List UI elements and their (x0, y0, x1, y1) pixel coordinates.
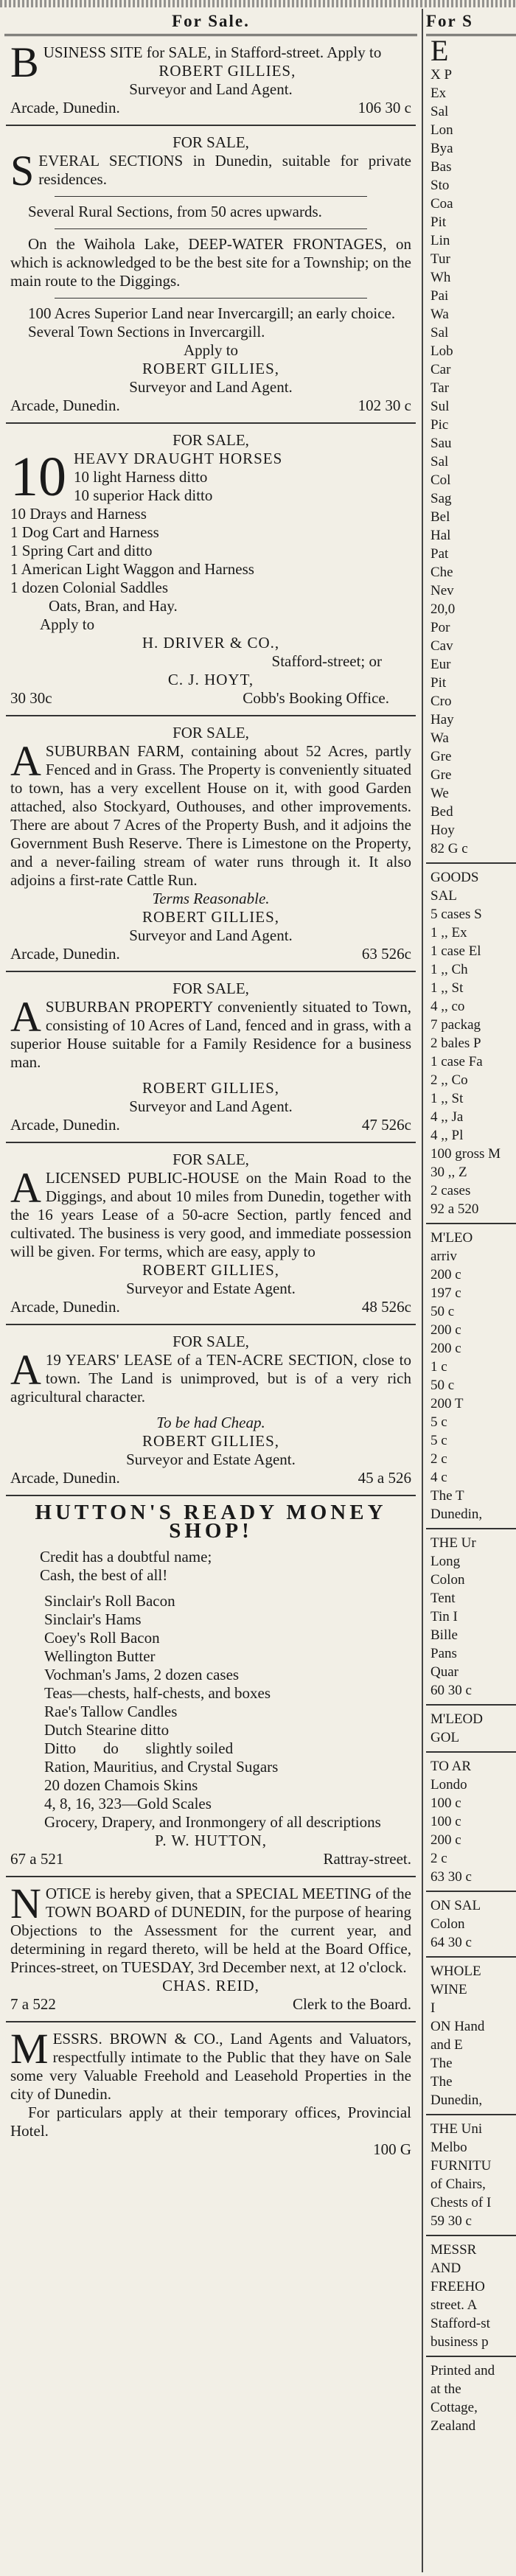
side-line: Tin I (430, 1609, 458, 1624)
side-code: 64 30 c (430, 1935, 472, 1950)
side-line: Colon (430, 1572, 465, 1588)
divider (426, 2235, 516, 2236)
list-item: 4, 8, 16, 323—Gold Scales (44, 1795, 212, 1812)
column-title: For Sale. (172, 12, 250, 30)
side-line: 1 ,, Ex (430, 925, 467, 940)
side-ad-furniture (426, 2120, 516, 2212)
side-code: 63 30 c (430, 1869, 472, 1885)
ad-footer (10, 689, 411, 708)
side-line: 5 c (430, 1414, 447, 1430)
ad-text: LICENSED PUBLIC-HOUSE on the Main Road to the Diggings, and about 10 miles from Dunedin, together with the 16 years Lease of a 50-acre Section, partly fenced and cultivated. The business is very good, and immediate possession will be given. For terms, which are easy, apply to (10, 1169, 411, 1260)
ad-town-board (6, 1877, 416, 2022)
side-line: M'LEO (430, 1230, 473, 1246)
ad-text: SUBURBAN PROPERTY conveniently situated to Town, consisting of 10 Acres of Land, fenced and in grass, with a superior House suitable for a Family Residence for a business man. (10, 998, 411, 1071)
side-line: Zealand (430, 2418, 476, 2434)
side-line: 4 ,, Pl (430, 1128, 464, 1143)
side-line: Wh (430, 270, 451, 285)
side-line: MESSR (430, 2242, 477, 2258)
list-item: Ditto do slightly soiled (44, 1739, 234, 1757)
side-ad-imports (426, 36, 516, 692)
side-line: 1 case Fa (430, 1054, 483, 1069)
side-line: Sul (430, 399, 450, 414)
ad-location: Rattray-street. (323, 1850, 411, 1868)
drop-cap: A (10, 993, 41, 1041)
side-ad-the-un (426, 1534, 516, 1681)
side-line: WHOLE (430, 1964, 481, 1979)
ad-code: 106 30 c (358, 99, 411, 116)
ad-hutton-shop (6, 1496, 416, 1877)
side-code: Dunedin, (430, 1507, 483, 1522)
ad-text-invercargill: 100 Acres Superior Land near Invercargill; an early choice. (28, 304, 396, 322)
list-item: 1 Spring Cart and ditto (10, 542, 153, 559)
list-item: Grocery, Drapery, and Ironmongery of all descriptions (44, 1813, 381, 1831)
side-line: Dunedin, (430, 2092, 483, 2108)
ad-text: EVERAL SECTIONS in Dunedin, suitable for private residences. (38, 152, 411, 188)
side-line: Sal (430, 104, 449, 119)
side-line: 200 T (430, 1396, 464, 1411)
side-line: The (430, 2056, 453, 2071)
ad-terms: Terms Reasonable. (152, 890, 270, 907)
agent-address: Cobb's Booking Office. (243, 689, 389, 707)
drop-cap: B (10, 38, 39, 86)
side-column-title: For S (426, 12, 473, 30)
side-line: 100 c (430, 1795, 461, 1811)
ad-text: SUBURBAN FARM, containing about 52 Acres, partly Fenced and in Grass. The Property is conveniently situated to town, has a very excellent House on it, with good Garden attached, also Stockyard, Outhouses, and other improvements. There are about 7 Acres of the Property Bush, and it adjoins the Government Bush Reserve. There is Limestone on the Property, and a never-failing stream of water runs through it. It also adjoins a first-rate Cattle Run. (10, 742, 411, 889)
side-line: Pit (430, 214, 447, 230)
side-line: Bel (430, 509, 450, 525)
side-line: Tar (430, 380, 450, 396)
side-line: Ex (430, 85, 447, 101)
ad-code: 45 a 526 (358, 1469, 411, 1487)
side-line: SAL (430, 888, 457, 904)
side-code: 92 a 520 (430, 1201, 479, 1217)
side-line: 4 ,, Ja (430, 1109, 464, 1125)
ad-code: 102 30 c (358, 397, 411, 414)
side-line: Bed (430, 804, 453, 820)
list-item: Sinclair's Hams (44, 1610, 142, 1628)
divider (426, 1751, 516, 1753)
side-line: The T (430, 1488, 464, 1504)
column-rule (422, 9, 423, 2572)
side-ad-mleod-gold (426, 1710, 516, 1747)
side-column (426, 9, 516, 2572)
side-line: Bille (430, 1627, 458, 1643)
agent-name: ROBERT GILLIES, (142, 1261, 279, 1279)
side-line: GOL (430, 1730, 460, 1745)
ad-code: 7 a 522 (10, 1995, 56, 2013)
side-line: Hoy (430, 823, 455, 838)
agent-title: Surveyor and Estate Agent. (126, 1280, 296, 1297)
drop-cap: A (10, 1164, 41, 1212)
side-line: 5 cases S (430, 907, 482, 922)
side-line: We (430, 786, 449, 801)
divider (426, 2114, 516, 2115)
ad-text-rural: Several Rural Sections, from 50 acres upwards. (28, 203, 322, 220)
ad-code: 30 30c (10, 689, 52, 707)
side-line: 4 c (430, 1470, 447, 1485)
side-ad-messrs (426, 2241, 516, 2351)
divider (426, 1223, 516, 1224)
side-line: Chests of I (430, 2195, 492, 2210)
ad-heading: FOR SALE, (172, 133, 249, 151)
side-line: Sau (430, 436, 452, 451)
side-line: E (430, 34, 449, 67)
side-line: WINE (430, 1982, 467, 1997)
ad-heading: FOR SALE, (172, 1151, 249, 1168)
ad-heading: FOR SALE, (172, 980, 249, 997)
ad-ten-acre-lease (6, 1325, 416, 1496)
side-line: Hal (430, 528, 451, 543)
ad-footer (10, 1995, 411, 2014)
ad-licensed-house (6, 1143, 416, 1325)
side-ad-on-hand (426, 2017, 516, 2109)
side-line: Colon (430, 1916, 465, 1932)
big-number: 10 (10, 446, 66, 508)
ad-code: 67 a 521 (10, 1850, 64, 1868)
side-line: Wa (430, 730, 449, 746)
side-line: M'LEOD (430, 1711, 483, 1727)
drop-cap: A (10, 1346, 41, 1394)
side-line: The (430, 2074, 453, 2090)
ad-footer (10, 397, 411, 415)
side-line: Cro (430, 694, 452, 709)
side-line: Sal (430, 325, 449, 341)
side-line: TO AR (430, 1759, 472, 1774)
divider (426, 862, 516, 864)
ad-location: Arcade, Dunedin. (10, 99, 120, 116)
side-line: 100 gross M (430, 1146, 501, 1162)
side-line: 1 ,, St (430, 980, 464, 996)
agent-name: ROBERT GILLIES, (142, 360, 279, 377)
list-item: Sinclair's Roll Bacon (44, 1592, 175, 1610)
side-line: AND (430, 2261, 461, 2276)
side-line: 197 c (430, 1285, 461, 1301)
drop-cap: S (10, 147, 35, 195)
side-line: X P (430, 67, 453, 83)
side-line: Lon (430, 122, 453, 138)
list-item: Ration, Mauritius, and Crystal Sugars (44, 1758, 279, 1776)
ad-suburban-property (6, 972, 416, 1143)
side-line: Pit (430, 675, 447, 691)
side-line: Car (430, 362, 451, 377)
ad-suburban-farm (6, 716, 416, 972)
side-line: Hay (430, 712, 454, 727)
apply-to: Apply to (40, 615, 95, 633)
side-line: FURNITU (430, 2158, 492, 2174)
ad-footer (10, 1298, 411, 1316)
agent-title: Surveyor and Land Agent. (129, 80, 293, 98)
divider (426, 1891, 516, 1892)
ad-text-town-sections: Several Town Sections in Invercargill. (28, 323, 265, 341)
ad-text: OTICE is hereby given, that a SPECIAL MEETING of the TOWN BOARD of DUNEDIN, for the purpose of hearing Objections to the Assessment for the current year, and determining in regard thereto, will be held at the Board Office, Princes-street, on TUESDAY, 3rd December next, at 12 o'clock. (10, 1885, 411, 1976)
ad-location: Arcade, Dunedin. (10, 1298, 120, 1316)
ad-text-waihola: On the Waihola Lake, DEEP-WATER FRONTAGES, on which is acknowledged to be the best site for a Township; on the main route to the Diggings. (10, 235, 411, 290)
side-line: 2 cases (430, 1183, 471, 1198)
side-line: 1 ,, St (430, 1091, 464, 1106)
side-line: Stafford-st (430, 2316, 490, 2331)
side-line: 2 c (430, 1851, 447, 1866)
list-item: Rae's Tallow Candles (44, 1703, 178, 1720)
ad-several-sections (6, 126, 416, 424)
side-line: Gre (430, 749, 452, 764)
side-line: Lob (430, 343, 453, 359)
main-column (0, 9, 422, 2572)
side-line: 200 c (430, 1322, 461, 1338)
list-item: Teas—chests, half-chests, and boxes (44, 1684, 271, 1702)
side-line: Sal (430, 454, 449, 470)
ad-code: 48 526c (361, 1298, 411, 1316)
divider (426, 1528, 516, 1529)
agent-name: C. J. HOYT, (167, 671, 254, 688)
shop-motto: Credit has a doubtful name; (40, 1548, 212, 1566)
side-line: business p (430, 2334, 489, 2350)
agent-name: H. DRIVER & CO., (142, 634, 280, 652)
side-line: 2 ,, Co (430, 1072, 468, 1088)
agent-title: Surveyor and Estate Agent. (126, 1451, 296, 1468)
side-ad-on-sal (426, 1896, 516, 1933)
ad-footer (10, 1469, 411, 1487)
list-item: 10 light Harness ditto (74, 468, 208, 486)
agent-title: Surveyor and Land Agent. (129, 378, 293, 396)
side-code: 82 G c (430, 841, 468, 856)
side-line: of Chairs, (430, 2177, 486, 2192)
side-line: Bya (430, 141, 453, 156)
column-header (4, 9, 417, 36)
divider (426, 1704, 516, 1706)
side-line: Pai (430, 288, 449, 304)
ad-location: Arcade, Dunedin. (10, 1469, 120, 1487)
ad-text: ESSRS. BROWN & CO., Land Agents and Valuators, respectfully intimate to the Public that they have on Sale some very Valuable Freehold and Leasehold Properties in the city of Dunedin. (10, 2030, 411, 2103)
side-line: 50 c (430, 1304, 455, 1319)
ad-location: Arcade, Dunedin. (10, 945, 120, 963)
list-item: Wellington Butter (44, 1647, 156, 1665)
list-item: 20 dozen Chamois Skins (44, 1776, 198, 1794)
side-line: THE Uni (430, 2121, 483, 2137)
ad-footer (10, 99, 411, 117)
ad-code: 63 526c (361, 945, 411, 963)
side-line: Lin (430, 233, 450, 248)
agent-name: ROBERT GILLIES, (142, 1432, 279, 1450)
ad-text: 19 YEARS' LEASE of a TEN-ACRE SECTION, close to town. The Land is unimproved, but is of a very rich agricultural character. (10, 1351, 411, 1406)
list-item: Oats, Bran, and Hay. (49, 597, 178, 615)
side-line: 30 ,, Z (430, 1165, 467, 1180)
agent-name: ROBERT GILLIES, (142, 908, 279, 926)
side-line: Cottage, (430, 2400, 478, 2415)
side-line: and E (430, 2037, 463, 2053)
side-ad-imports-continued (426, 692, 516, 840)
clerk-name: CHAS. REID, (162, 1977, 259, 1994)
drop-cap: N (10, 1879, 41, 1927)
ad-footer (10, 1850, 411, 1868)
shop-owner: P. W. HUTTON, (154, 1832, 268, 1849)
side-line: I (430, 2000, 436, 2016)
side-line: 20,0 (430, 601, 456, 617)
side-line: 4 ,, co (430, 999, 465, 1014)
side-imprint (426, 2362, 516, 2435)
divider (426, 1956, 516, 1958)
side-line: GOODS (430, 870, 479, 885)
side-line: Pat (430, 546, 449, 562)
side-line: Pic (430, 417, 449, 433)
drop-cap: A (10, 737, 41, 785)
agent-address: Stafford-street; or (271, 652, 382, 670)
agent-name: ROBERT GILLIES, (158, 62, 296, 80)
side-code: 60 30 c (430, 1683, 472, 1698)
side-line: 7 packag (430, 1017, 481, 1033)
side-line: Londo (430, 1777, 467, 1793)
side-line: 200 c (430, 1832, 461, 1848)
side-line: FREEHO (430, 2279, 485, 2294)
side-line: at the (430, 2381, 461, 2397)
side-line: 200 c (430, 1341, 461, 1356)
divider (55, 298, 367, 299)
apply-to: Apply to (183, 341, 239, 359)
side-line: Quar (430, 1664, 459, 1680)
agent-name: ROBERT GILLIES, (142, 1079, 279, 1097)
ad-heading: FOR SALE, (172, 1333, 249, 1350)
side-line: Bas (430, 159, 452, 175)
side-line: Eur (430, 657, 451, 672)
list-item: 10 Drays and Harness (10, 505, 147, 523)
side-ad-to-ar (426, 1757, 516, 1868)
side-line: street. A (430, 2297, 478, 2313)
side-line: ON Hand (430, 2019, 485, 2034)
side-line: 1 case El (430, 943, 481, 959)
list-item: Vochman's Jams, 2 dozen cases (44, 1666, 240, 1683)
side-line: Tent (430, 1591, 456, 1606)
side-line: Che (430, 565, 453, 580)
side-line: 1 ,, Ch (430, 962, 468, 977)
ad-heading: FOR SALE, (172, 724, 249, 741)
list-item: HEAVY DRAUGHT HORSES (74, 450, 283, 467)
list-item: 1 dozen Colonial Saddles (10, 579, 169, 596)
side-line: Tur (430, 251, 450, 267)
side-line: 2 c (430, 1451, 447, 1467)
drop-cap: M (10, 2025, 49, 2073)
side-line: Long (430, 1554, 461, 1569)
ad-footer (10, 945, 411, 963)
side-line: arriv (430, 1249, 457, 1264)
side-line: 2 bales P (430, 1036, 481, 1051)
side-line: Pans (430, 1646, 457, 1661)
top-border (0, 0, 516, 7)
side-line: 5 c (430, 1433, 447, 1448)
agent-title: Surveyor and Land Agent. (129, 1097, 293, 1115)
ad-text: USINESS SITE for SALE, in Stafford-street. Apply to (43, 43, 382, 61)
side-line: Por (430, 620, 450, 635)
shop-title: HUTTON'S READY MONEY SHOP! (35, 1501, 387, 1543)
side-line: Gre (430, 767, 452, 783)
ad-location: Arcade, Dunedin. (10, 397, 120, 414)
divider (55, 228, 367, 229)
ad-code: 100 G (373, 2140, 411, 2158)
list-item: Dutch Stearine ditto (44, 1721, 170, 1739)
side-line: Sag (430, 491, 452, 506)
side-code: 59 30 c (430, 2213, 472, 2229)
side-column-header (426, 9, 516, 36)
ad-draught-horses (6, 424, 416, 716)
side-line: 100 c (430, 1814, 461, 1829)
side-line: Col (430, 472, 451, 488)
ad-footer (10, 1116, 411, 1134)
clerk-title: Clerk to the Board. (293, 1995, 411, 2013)
side-line: THE Ur (430, 1535, 476, 1551)
side-ad-goods (426, 868, 516, 1200)
side-ad-wholesale (426, 1962, 516, 2017)
divider (426, 2356, 516, 2357)
side-line: Wa (430, 307, 449, 322)
agent-title: Surveyor and Land Agent. (129, 926, 293, 944)
ad-apply: For particulars apply at their temporary offices, Provincial Hotel. (10, 2104, 411, 2140)
ad-heading: FOR SALE, (172, 431, 249, 449)
side-line: Printed and (430, 2363, 495, 2378)
side-line: 1 c (430, 1359, 447, 1375)
side-line: 200 c (430, 1267, 461, 1282)
list-item: 1 Dog Cart and Harness (10, 523, 159, 541)
side-line: Cav (430, 638, 453, 654)
ad-business-site (6, 36, 416, 126)
list-item: 10 superior Hack ditto (74, 486, 213, 504)
shop-motto: Cash, the best of all! (40, 1566, 168, 1584)
side-line: Melbo (430, 2140, 467, 2155)
ad-brown-co (6, 2022, 416, 2166)
side-line: Sto (430, 178, 450, 193)
side-line: Nev (430, 583, 454, 598)
list-item: 1 American Light Waggon and Harness (10, 560, 254, 578)
side-ad-mleod (426, 1229, 516, 1505)
list-item: Coey's Roll Bacon (44, 1629, 160, 1647)
side-line: 50 c (430, 1378, 455, 1393)
ad-cheap: To be had Cheap. (156, 1414, 265, 1431)
divider (55, 196, 367, 197)
side-line: ON SAL (430, 1898, 481, 1913)
side-line: Coa (430, 196, 453, 212)
ad-code: 47 526c (361, 1116, 411, 1134)
ad-location: Arcade, Dunedin. (10, 1116, 120, 1134)
